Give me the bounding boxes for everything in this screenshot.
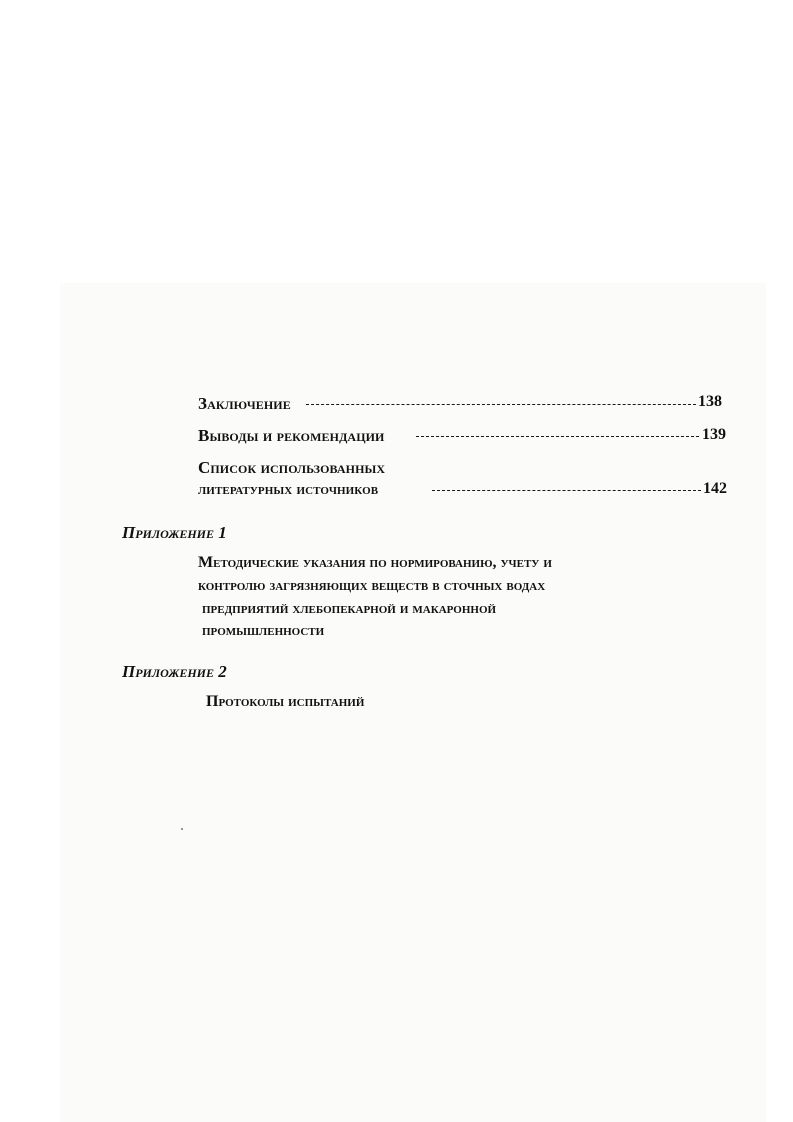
toc-entry-conclusions-leader [416,436,699,437]
appendix-2-line-1: Протоколы испытаний [206,693,365,710]
scanned-page-area [60,283,766,1122]
toc-entry-conclusions-page: 139 [702,426,726,443]
toc-entry-conclusion-title: Заключение [198,394,291,413]
toc-entry-conclusions-title: Выводы и рекомендации [198,426,385,445]
appendix-2-label: Приложение 2 [122,662,227,681]
appendix-1-line-1: Методические указания по нормированию, учету и [198,554,552,571]
toc-entry-references-title-line2: литературных источников [198,481,379,498]
toc-entry-references-title-line1: Список использованных [198,458,386,477]
scan-speck [181,828,183,830]
appendix-1-line-3: предприятий хлебопекарной и макаронной [202,600,497,617]
toc-entry-references-leader [432,490,701,491]
appendix-1-label: Приложение 1 [122,523,227,542]
toc-entry-references-page: 142 [703,480,727,497]
toc-entry-conclusion-page: 138 [698,393,722,410]
appendix-1-line-4: промышленности [202,622,325,639]
appendix-1-line-2: контролю загрязняющих веществ в сточных водах [198,577,546,594]
toc-entry-conclusion-leader [306,404,696,405]
